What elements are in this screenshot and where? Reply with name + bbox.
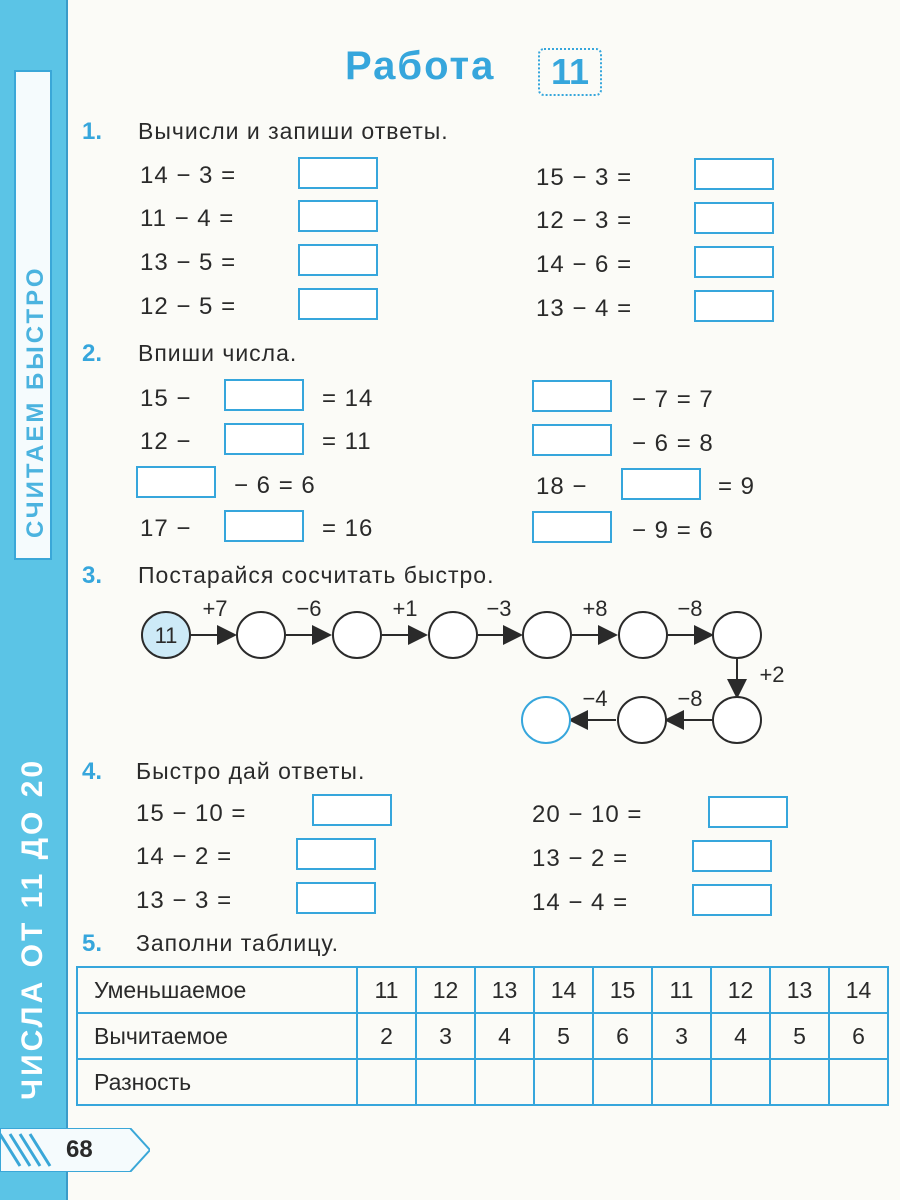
table-cell: 13: [770, 967, 829, 1013]
equation-part: 18 −: [536, 473, 588, 500]
equation: 14 − 6 =: [536, 251, 633, 278]
equation: 13 − 3 =: [136, 887, 233, 914]
task-instruction: Впиши числа.: [138, 340, 298, 366]
page-title: Работа: [345, 44, 496, 88]
answer-box[interactable]: [296, 882, 376, 914]
chain-start-number: 11: [154, 623, 178, 648]
equation-part: = 9: [718, 473, 756, 500]
table-row: [77, 1059, 888, 1105]
task-instruction: Быстро дай ответы.: [136, 758, 366, 784]
equation-part: − 6 = 6: [234, 472, 316, 499]
chain-circle[interactable]: [619, 612, 667, 658]
answer-cell[interactable]: [829, 1059, 888, 1105]
task-number: 4.: [82, 758, 103, 785]
chain-operation: −6: [296, 596, 322, 621]
page-number: 68: [66, 1136, 93, 1163]
equation: 12 − 5 =: [140, 293, 237, 320]
row-label: Разность: [77, 1059, 357, 1105]
chain-operation: +1: [392, 596, 418, 621]
equation-part: − 7 = 7: [632, 386, 714, 413]
table-cell: 11: [652, 967, 711, 1013]
answer-cell[interactable]: [652, 1059, 711, 1105]
chain-operation: −4: [582, 686, 608, 711]
table-cell: 14: [534, 967, 593, 1013]
table-cell: 4: [475, 1013, 534, 1059]
answer-cell[interactable]: [534, 1059, 593, 1105]
equation: 11 − 4 =: [140, 205, 235, 232]
equation: 15 − 10 =: [136, 800, 247, 827]
row-label: Уменьшаемое: [77, 967, 357, 1013]
chain-circle[interactable]: [237, 612, 285, 658]
equation: 12 − 3 =: [536, 207, 633, 234]
chain-operation: +7: [202, 596, 228, 621]
answer-cell[interactable]: [357, 1059, 416, 1105]
chain-circle[interactable]: [333, 612, 381, 658]
equation-part: 12 −: [140, 428, 192, 455]
chain-final-circle[interactable]: [522, 697, 570, 743]
table-row: [77, 967, 888, 1013]
chain-operation: −3: [486, 596, 512, 621]
answer-box[interactable]: [312, 794, 392, 826]
table-cell: 4: [711, 1013, 770, 1059]
task-number: 2.: [82, 340, 103, 367]
table-cell: 15: [593, 967, 652, 1013]
equation-part: = 14: [322, 385, 374, 412]
equation: 14 − 4 =: [532, 889, 629, 916]
table-cell: 13: [475, 967, 534, 1013]
equation-part: − 6 = 8: [632, 430, 714, 457]
answer-cell[interactable]: [711, 1059, 770, 1105]
answer-box[interactable]: [708, 796, 788, 828]
equation-part: = 16: [322, 515, 374, 542]
equation: 13 − 4 =: [536, 295, 633, 322]
task-number: 3.: [82, 562, 103, 589]
chain-circle[interactable]: [713, 612, 761, 658]
chain-operation: +8: [582, 596, 608, 621]
sidebar-top-label: СЧИТАЕМ БЫСТРО: [22, 265, 49, 538]
table-cell: 5: [534, 1013, 593, 1059]
answer-cell[interactable]: [593, 1059, 652, 1105]
chain-operation: +2: [759, 662, 785, 687]
task-number: 1.: [82, 118, 103, 145]
subtraction-table: [76, 966, 889, 1106]
task-number: 5.: [82, 930, 103, 957]
table-cell: 3: [416, 1013, 475, 1059]
answer-box[interactable]: [692, 840, 772, 872]
equation: 13 − 5 =: [140, 249, 237, 276]
answer-cell[interactable]: [770, 1059, 829, 1105]
work-number: 11: [538, 48, 602, 96]
table-row: [77, 1013, 888, 1059]
answer-box[interactable]: [296, 838, 376, 870]
chain-circle[interactable]: [713, 697, 761, 743]
chain-circle[interactable]: [618, 697, 666, 743]
answer-cell[interactable]: [416, 1059, 475, 1105]
table-cell: 14: [829, 967, 888, 1013]
table-cell: 12: [711, 967, 770, 1013]
task-instruction: Вычисли и запиши ответы.: [138, 118, 449, 144]
table-cell: 6: [593, 1013, 652, 1059]
chain-circle[interactable]: [523, 612, 571, 658]
answer-box[interactable]: [692, 884, 772, 916]
equation: 15 − 3 =: [536, 164, 633, 191]
row-label: Вычитаемое: [77, 1013, 357, 1059]
equation: 13 − 2 =: [532, 845, 629, 872]
equation: 14 − 2 =: [136, 843, 233, 870]
equation: 20 − 10 =: [532, 801, 643, 828]
table-cell: 12: [416, 967, 475, 1013]
equation: 14 − 3 =: [140, 162, 237, 189]
chain-circle[interactable]: [429, 612, 477, 658]
table-cell: 3: [652, 1013, 711, 1059]
table-cell: 11: [357, 967, 416, 1013]
equation-part: 15 −: [140, 385, 192, 412]
equation-part: 17 −: [140, 515, 192, 542]
equation-part: = 11: [322, 428, 372, 455]
chain-operation: −8: [677, 686, 703, 711]
task-instruction: Постарайся сосчитать быстро.: [138, 562, 495, 588]
task-instruction: Заполни таблицу.: [136, 930, 340, 956]
answer-cell[interactable]: [475, 1059, 534, 1105]
table-cell: 5: [770, 1013, 829, 1059]
chain-operation: −8: [677, 596, 703, 621]
table-cell: 6: [829, 1013, 888, 1059]
table-cell: 2: [357, 1013, 416, 1059]
equation-part: − 9 = 6: [632, 517, 714, 544]
sidebar-bottom-label: ЧИСЛА ОТ 11 ДО 20: [16, 757, 49, 1100]
